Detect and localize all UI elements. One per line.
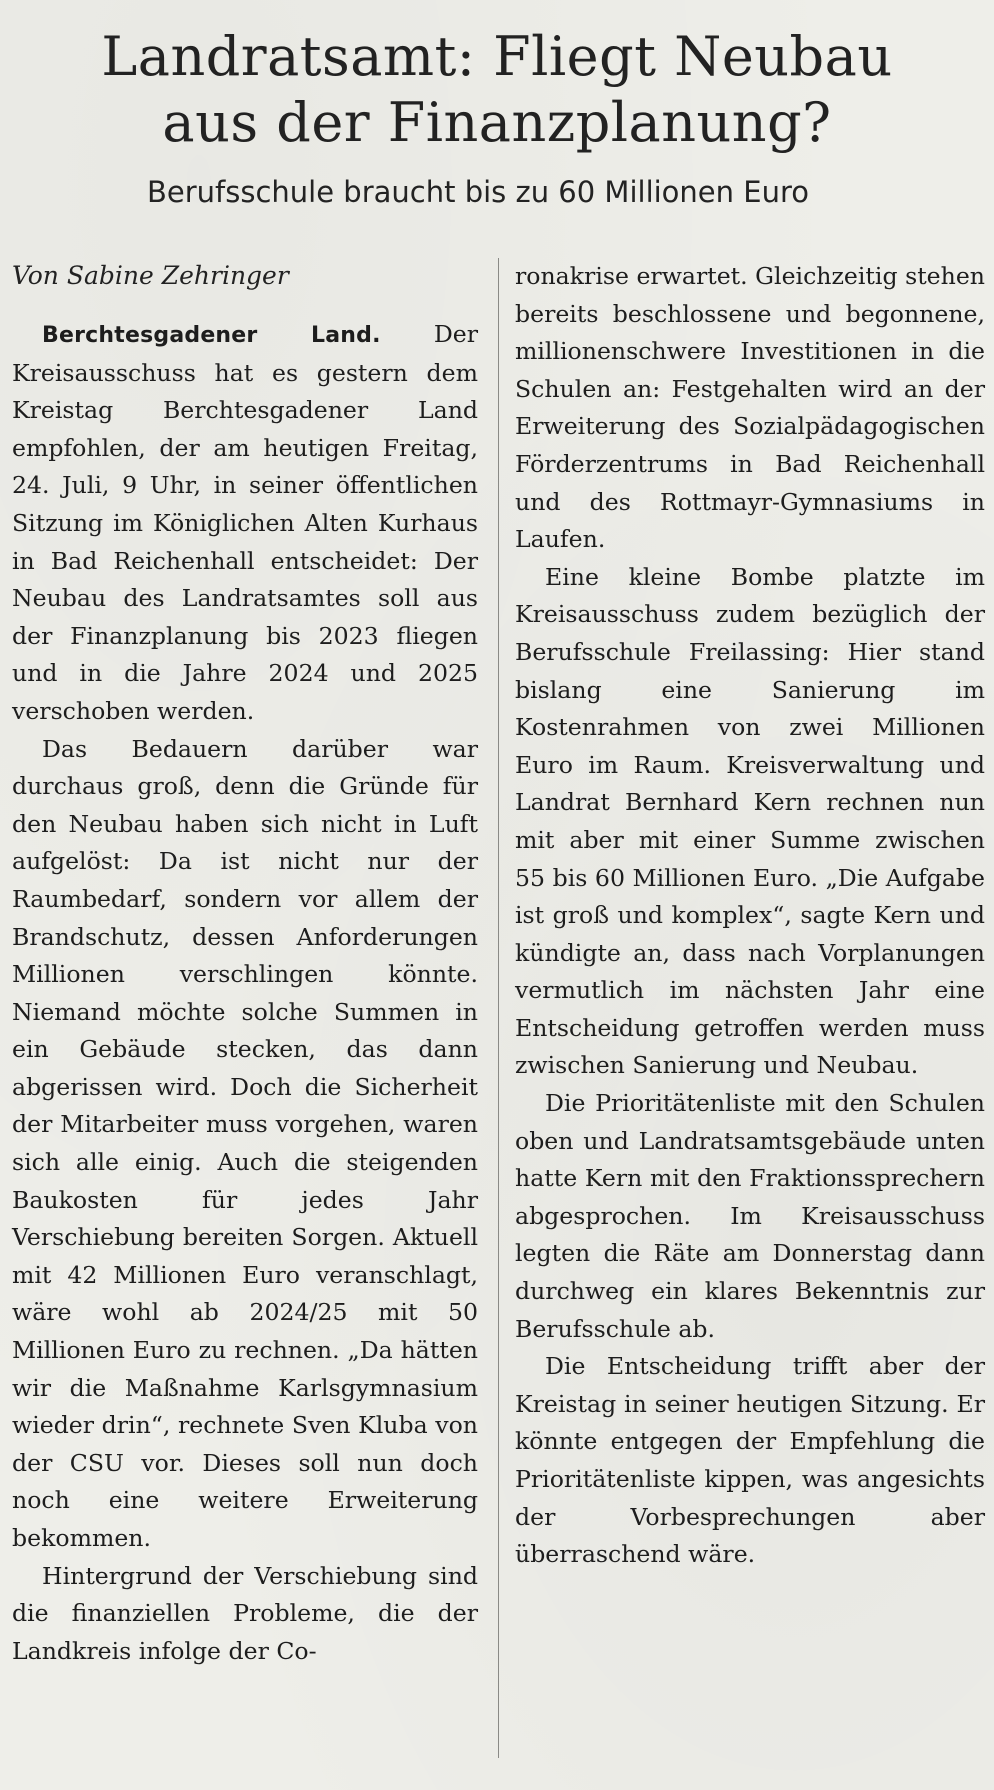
dateline: Berchtesgadener Land. <box>42 323 381 348</box>
subheadline: Berufsschule braucht bis zu 60 Millionen Euro <box>147 175 809 209</box>
paragraph-7: Die Entscheidung trifft aber der Kreistag in seiner heutigen Sitzung. Er könnte entgegen der Empfehlung die Prioritätenliste kippen, was angesichts der Vorbesprechungen aber überraschend wäre. <box>515 1352 985 1569</box>
column-divider <box>498 258 499 1758</box>
headline <box>0 10 994 156</box>
headline-line-2: aus der Finanzplanung? <box>162 91 832 154</box>
paragraph-2: Das Bedauern darüber war durchaus groß, denn die Gründe für den Neubau haben sich nicht in Luft aufgelöst: Da ist nicht nur der Raumbedarf, sondern vor allem der Brandschutz, dessen Anforderungen Millionen verschlingen könnte. Niemand möchte solche Summen in ein Gebäude stecken, das dann abgerissen wird. Doch die Sicherheit der Mitarbeiter muss vorgehen, waren sich alle einig. Auch die steigenden Baukosten für jedes Jahr Verschiebung bereiten Sorgen. Aktuell mit 42 Millionen Euro veranschlagt, wäre wohl ab 2024/25 mit 50 Millionen Euro zu rechnen. „Da hätten wir die Maßnahme Karlsgymnasium wieder drin“, rechnete Sven Kluba von der CSU vor. Dieses soll nun doch noch eine weitere Erweiterung bekommen. <box>12 734 478 1552</box>
paragraph-4: ronakrise erwartet. Gleichzeitig stehen bereits beschlossene und begonnene, millionenschwere Investitionen in die Schulen an: Festgehalten wird an der Erweiterung des Sozialpädagogischen Förderzentrums in Bad Reichenhall und des Rottmayr-Gymnasiums in Laufen. <box>515 262 985 554</box>
paragraph-3: Hintergrund der Verschiebung sind die finanziellen Probleme, die der Landkreis infolge der Co- <box>12 1561 478 1665</box>
headline-line-1: Landratsamt: Fliegt Neubau <box>101 25 893 88</box>
article-columns <box>12 258 984 1778</box>
left-column-text <box>12 316 478 1670</box>
author-byline: Von Sabine Zehringer <box>12 261 289 290</box>
paragraph-1 <box>12 316 478 731</box>
right-column <box>515 258 985 1574</box>
right-column-text <box>515 258 985 1574</box>
paragraph-5: Eine kleine Bombe platzte im Kreisausschuss zudem bezüglich der Berufsschule Freilassing: Hier stand bislang eine Sanierung im Kostenrahmen von zwei Millionen Euro im Raum. Kreisverwaltung und Landrat Bernhard Kern rechnen nun mit aber mit einer Summe zwischen 55 bis 60 Millionen Euro. „Die Aufgabe ist groß und komplex“, sagte Kern und kündigte an, dass nach Vorplanungen vermutlich im nächsten Jahr eine Entscheidung getroffen werden muss zwischen Sanierung und Neubau. <box>515 562 985 1080</box>
paragraph-6: Die Prioritätenliste mit den Schulen oben und Landratsamtsgebäude unten hatte Kern mit den Fraktionssprechern abgesprochen. Im Kreisausschuss legten die Räte am Donnerstag dann durchweg ein klares Bekenntnis zur Berufsschule ab. <box>515 1089 985 1343</box>
left-column <box>12 258 478 1670</box>
paragraph-1-text: Der Kreisausschuss hat es gestern dem Kreistag Berchtesgadener Land empfohlen, der am heutigen Freitag, 24. Juli, 9 Uhr, in seiner öffentlichen Sitzung im Königlichen Alten Kurhaus in Bad Reichenhall entscheidet: Der Neubau des Landratsamtes soll aus der Finanzplanung bis 2023 fliegen und in die Jahre 2024 und 2025 verschoben werden. <box>12 320 478 725</box>
